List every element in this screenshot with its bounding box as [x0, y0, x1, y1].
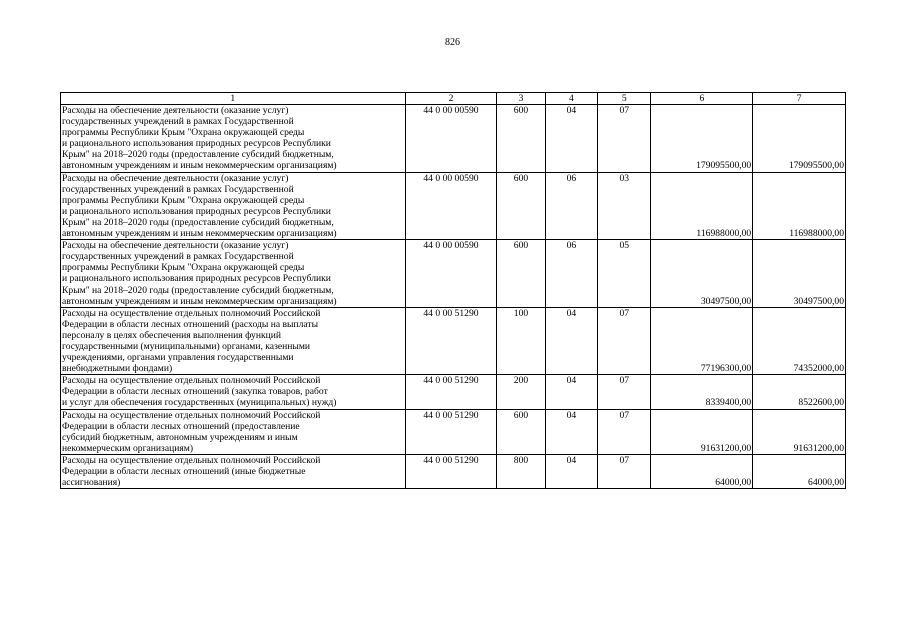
table-row	[61, 307, 846, 375]
column-number: 2	[405, 93, 497, 105]
expense-type-code: 200	[497, 375, 545, 409]
description-line: государственных учреждений в рамках Государственной	[62, 183, 294, 195]
description-line: персоналу в целях обеспечения выполнения функций	[62, 329, 282, 341]
target-article-code: 44 0 00 00590	[405, 172, 497, 240]
subsection-code: 07	[598, 307, 651, 375]
table-row	[61, 172, 846, 240]
column-number: 3	[497, 93, 545, 105]
description-line: Крым" на 2018–2020 годы (предоставление субсидий бюджетным,	[62, 149, 334, 161]
expense-description	[61, 240, 406, 308]
subsection-code: 05	[598, 240, 651, 308]
description-line: Крым" на 2018–2020 годы (предоставление субсидий бюджетным,	[62, 284, 334, 296]
description-line: государственными (муниципальными) органами, казенными	[62, 340, 311, 352]
amount-year-1: 179095500,00	[651, 105, 753, 173]
description-line: учреждениями, органами управления государственными	[62, 352, 294, 364]
subsection-code: 07	[598, 409, 651, 454]
description-line: автономным учреждениям и иным некоммерческим организациям)	[62, 228, 337, 240]
amount-year-1: 30497500,00	[651, 240, 753, 308]
description-line: и рационального использования природных ресурсов Республики	[62, 205, 331, 217]
expense-type-code: 100	[497, 307, 545, 375]
amount-year-1: 64000,00	[651, 454, 753, 488]
target-article-code: 44 0 00 00590	[405, 240, 497, 308]
section-code: 04	[545, 409, 597, 454]
subsection-code: 07	[598, 454, 651, 488]
amount-year-2: 30497500,00	[753, 240, 846, 308]
target-article-code: 44 0 00 51290	[405, 454, 497, 488]
subsection-code: 07	[598, 105, 651, 173]
description-line: внебюджетными фондами)	[62, 363, 173, 375]
expense-description	[61, 307, 406, 375]
description-line: автономным учреждениям и иным некоммерческим организациям)	[62, 160, 337, 172]
section-code: 06	[545, 172, 597, 240]
expense-type-code: 600	[497, 409, 545, 454]
amount-year-2: 8522600,00	[753, 375, 846, 409]
subsection-code: 07	[598, 375, 651, 409]
description-line: Федерации в области лесных отношений (закупка товаров, работ	[62, 386, 328, 398]
description-line: программы Республики Крым "Охрана окружающей среды	[62, 127, 305, 139]
description-line: Расходы на обеспечение деятельности (оказание услуг)	[62, 240, 289, 252]
description-line: программы Республики Крым "Охрана окружающей среды	[62, 194, 305, 206]
expense-description	[61, 172, 406, 240]
page-number: 826	[445, 37, 460, 48]
description-line: Крым" на 2018–2020 годы (предоставление субсидий бюджетным,	[62, 216, 334, 228]
table-row	[61, 105, 846, 173]
description-line: субсидий бюджетным, автономным учреждениям и иным	[62, 431, 298, 443]
description-line: ассигнования)	[62, 477, 121, 489]
description-line: Расходы на обеспечение деятельности (оказание услуг)	[62, 172, 289, 184]
description-line: некоммерческим организациям)	[62, 442, 194, 454]
amount-year-1: 116988000,00	[651, 172, 753, 240]
description-line: Расходы на осуществление отдельных полномочий Российской	[62, 307, 321, 319]
description-line: государственных учреждений в рамках Государственной	[62, 116, 294, 128]
section-code: 04	[545, 375, 597, 409]
description-line: автономным учреждениям и иным некоммерческим организациям)	[62, 295, 337, 307]
target-article-code: 44 0 00 51290	[405, 375, 497, 409]
budget-table	[60, 92, 846, 489]
expense-description	[61, 375, 406, 409]
description-line: Федерации в области лесных отношений (расходы на выплаты	[62, 318, 319, 330]
table-row	[61, 375, 846, 409]
target-article-code: 44 0 00 51290	[405, 409, 497, 454]
expense-description	[61, 105, 406, 173]
amount-year-1: 77196300,00	[651, 307, 753, 375]
description-line: Расходы на осуществление отдельных полномочий Российской	[62, 375, 321, 387]
section-code: 04	[545, 307, 597, 375]
expense-type-code: 600	[497, 240, 545, 308]
description-line: государственных учреждений в рамках Государственной	[62, 251, 294, 263]
column-number: 1	[61, 93, 406, 105]
section-code: 04	[545, 454, 597, 488]
description-line: Расходы на осуществление отдельных полномочий Российской	[62, 454, 321, 466]
section-code: 06	[545, 240, 597, 308]
expense-type-code: 800	[497, 454, 545, 488]
column-number: 7	[753, 93, 846, 105]
column-number-row	[61, 93, 846, 105]
target-article-code: 44 0 00 00590	[405, 105, 497, 173]
description-line: и услуг для обеспечения государственных (муниципальных) нужд)	[62, 397, 337, 409]
amount-year-1: 91631200,00	[651, 409, 753, 454]
amount-year-2: 64000,00	[753, 454, 846, 488]
expense-description	[61, 454, 406, 488]
description-line: и рационального использования природных ресурсов Республики	[62, 273, 331, 285]
amount-year-2: 74352000,00	[753, 307, 846, 375]
description-line: программы Республики Крым "Охрана окружающей среды	[62, 262, 305, 274]
column-number: 4	[545, 93, 597, 105]
description-line: Расходы на обеспечение деятельности (оказание услуг)	[62, 105, 289, 116]
description-line: Расходы на осуществление отдельных полномочий Российской	[62, 409, 321, 421]
expense-type-code: 600	[497, 172, 545, 240]
subsection-code: 03	[598, 172, 651, 240]
column-number: 5	[598, 93, 651, 105]
table-row	[61, 454, 846, 488]
table-row	[61, 240, 846, 308]
amount-year-2: 179095500,00	[753, 105, 846, 173]
amount-year-1: 8339400,00	[651, 375, 753, 409]
description-line: Федерации в области лесных отношений (предоставление	[62, 420, 300, 432]
amount-year-2: 91631200,00	[753, 409, 846, 454]
description-line: и рационального использования природных ресурсов Республики	[62, 138, 331, 150]
column-number: 6	[651, 93, 753, 105]
expense-type-code: 600	[497, 105, 545, 173]
amount-year-2: 116988000,00	[753, 172, 846, 240]
section-code: 04	[545, 105, 597, 173]
expense-description	[61, 409, 406, 454]
description-line: Федерации в области лесных отношений (иные бюджетные	[62, 466, 306, 477]
table-body	[61, 93, 846, 489]
target-article-code: 44 0 00 51290	[405, 307, 497, 375]
table-row	[61, 409, 846, 454]
